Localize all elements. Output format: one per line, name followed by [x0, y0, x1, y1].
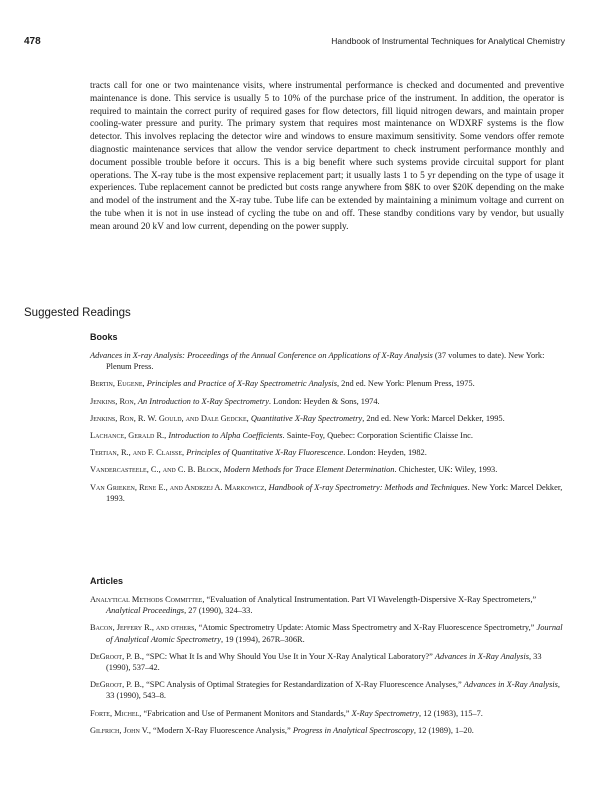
reference-item: DeGroot, P. B., “SPC: What It Is and Why Should You Use It in Your X-Ray Analytical Laboratory?” Advances in X-Ray Analysis, 33 (1990), 537–42.: [90, 651, 542, 673]
page-number: 478: [24, 36, 41, 47]
reference-item: Jenkins, Ron, An Introduction to X-Ray Spectrometry. London: Heyden & Sons, 1974.: [90, 396, 380, 406]
reference-item: Gilfrich, John V., “Modern X-Ray Fluorescence Analysis,” Progress in Analytical Spectroscopy, 12 (1989), 1–20.: [90, 725, 474, 735]
reference-item: Tertian, R., and F. Claisse, Principles of Quantitative X-Ray Fluorescence. London: Heyden, 1982.: [90, 448, 427, 458]
reference-item: Lachance, Gerald R., Introduction to Alpha Coefficients. Sainte-Foy, Quebec: Corporation Scientific Claisse Inc.: [90, 431, 473, 441]
reference-item: Jenkins, Ron, R. W. Gould, and Dale Gedcke, Quantitative X-Ray Spectrometry, 2nd ed. New York: Marcel Dekker, 1995.: [90, 413, 505, 423]
body-paragraph: tracts call for one or two maintenance visits, where instrumental performance is checked and documented and preventive maintenance is done. This service is usually 5 to 10% of the purchase price of the instrument. In addition, the operator is required to maintain the correct purity of required gases for flow detectors, fill liquid nitrogen dewars, and maintain proper cooling-water pressure and purity. The primary system that requires most maintenance on WDXRF systems is the flow detector. This involves replacing the detector wire and windows to ensure maximum sensitivity. Some vendors offer remote diagnostic maintenance services that allow the vendor service department to check instrument performance monthly and document possible trouble before it occurs. This is a big benefit where such systems provide circuital support for plant operations. The X-ray tube is the most expensive replacement part; it usually lasts 1 to 5 yr depending on the type of usage it experiences. Tube replacement cannot be predicted but costs range anywhere from $8K to over $20K depending on the make and model of the instrument and the X-ray tube. Tube life can be extended by maintaining a minimum voltage and current on the tube when it is not in use instead of cycling the tube on and off. These standby conditions vary by vendor, but usually mean around 20 kV and low current, depending on the power supply.: [90, 81, 564, 232]
books-list: [90, 350, 564, 510]
reference-item: Advances in X-ray Analysis: Proceedings of the Annual Conference on Applications of X-Ray Analysis (37 volumes to date). New York: Plenum Press.: [90, 351, 545, 372]
reference-item: Bertin, Eugene, Principles and Practice of X-Ray Spectrometric Analysis, 2nd ed. New York: Plenum Press, 1975.: [90, 379, 475, 389]
section-title: Suggested Readings: [24, 307, 131, 319]
reference-item: Forte, Michel, “Fabrication and Use of Permanent Monitors and Standards,” X-Ray Spectrometry, 12 (1983), 115–7.: [90, 708, 483, 718]
reference-item: Bacon, Jeffery R., and others, “Atomic Spectrometry Update: Atomic Mass Spectrometry and X-Ray Fluorescence Spectrometry,” Journal of Analytical Atomic Spectrometry, 19 (1994), 267R–306R.: [90, 623, 563, 644]
page-header: [24, 36, 565, 50]
reference-item: Vandercasteele, C., and C. B. Block, Modern Methods for Trace Element Determination. Chichester, UK: Wiley, 1993.: [90, 465, 498, 475]
articles-list: [90, 594, 564, 742]
running-head: Handbook of Instrumental Techniques for Analytical Chemistry: [331, 36, 565, 46]
reference-item: Van Grieken, Rene E., and Andrzej A. Markowicz, Handbook of X-ray Spectrometry: Methods and Techniques. New York: Marcel Dekker, 1993.: [90, 482, 563, 503]
reference-item: DeGroot, P. B., “SPC Analysis of Optimal Strategies for Restandardization of X-Ray Fluorescence Analyses,” Advances in X-Ray Analysis, 33 (1990), 543–8.: [90, 680, 560, 701]
articles-heading: Articles: [90, 576, 124, 586]
reference-item: Analytical Methods Committee, “Evaluation of Analytical Instrumentation. Part VI Wavelength-Dispersive X-Ray Spectrometers,” Analytical Proceedings, 27 (1990), 324–33.: [90, 595, 537, 616]
books-heading: Books: [90, 332, 118, 342]
